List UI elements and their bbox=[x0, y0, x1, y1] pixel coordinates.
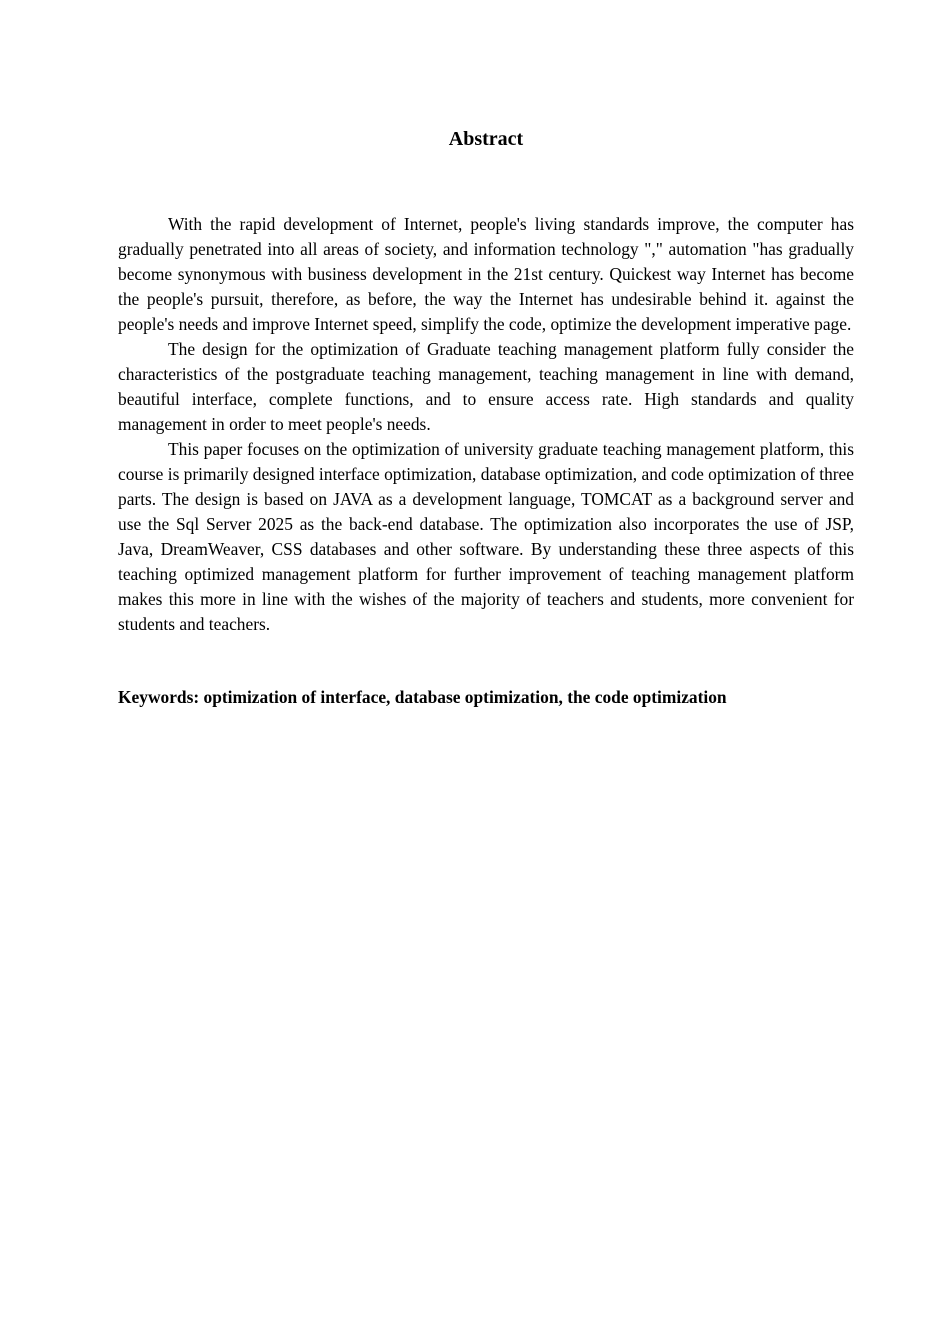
abstract-paragraph-2: The design for the optimization of Graduate teaching management platform fully consider the characteristics of the postgraduate teaching management, teaching management in line with demand, beautiful interface, complete functions, and to ensure access rate. High standards and quality management in order to meet people's needs. bbox=[118, 339, 854, 434]
abstract-paragraph-3: This paper focuses on the optimization of university graduate teaching management platform, this course is primarily designed interface optimization, database optimization, and code optimization of three parts. The design is based on JAVA as a development language, TOMCAT as a background server and use the Sql Server 2025 as the back-end database. The optimization also incorporates the use of JSP, Java, DreamWeaver, CSS databases and other software. By understanding these three aspects of this teaching optimized management platform for further improvement of teaching management platform makes this more in line with the wishes of the majority of teachers and students, more convenient for students and teachers. bbox=[118, 439, 854, 634]
abstract-paragraph-1: With the rapid development of Internet, people's living standards improve, the computer has gradually penetrated into all areas of society, and information technology "," automation "has gradually become synonymous with business development in the 21st century. Quickest way Internet has become the people's pursuit, therefore, as before, the way the Internet has undesirable behind it. against the people's needs and improve Internet speed, simplify the code, optimize the development imperative page. bbox=[118, 214, 854, 334]
abstract-body bbox=[118, 212, 854, 637]
keywords-line: Keywords: optimization of interface, database optimization, the code optimization bbox=[118, 687, 727, 707]
abstract-title: Abstract bbox=[448, 128, 524, 150]
